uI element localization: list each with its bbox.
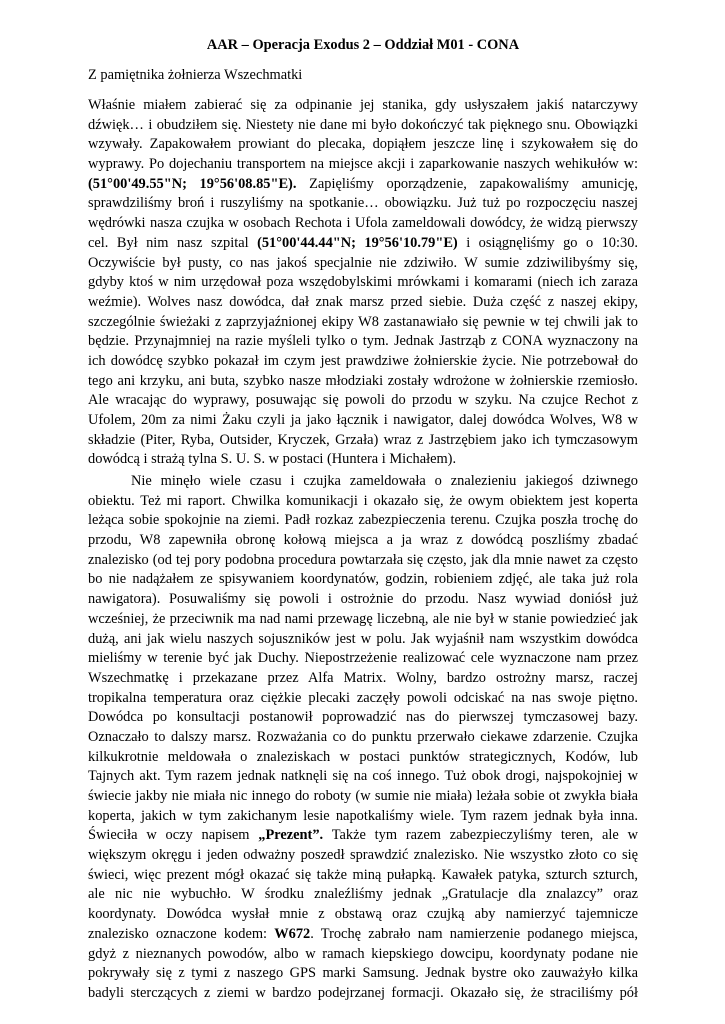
text-segment: Także tym razem zabezpieczyliśmy teren, ale w bbox=[323, 827, 638, 844]
text-line: większym okręgu i jeden odważny poszedł sprawdzić znalezisko. Nie wszystko złoto co się bbox=[88, 847, 638, 864]
text-segment: Zapięliśmy oporządzenie, zapakowaliśmy amunicję, bbox=[296, 175, 638, 192]
text-line: nawigatora). Posuwaliśmy się powoli i ostrożnie do przodu. Nasz wywiad doniósł już bbox=[88, 591, 638, 608]
text-line bbox=[88, 234, 638, 254]
text-line: wcześniej, że przeciwnik ma nad nami przewagę liczebną, ale nie był w stanie powiedzieć jak bbox=[88, 610, 638, 627]
text-line: Wszechmatkę i przekazane przez Alfa Matrix. Wolny, bardzo ostrożny marsz, raczej bbox=[88, 669, 638, 686]
text-line: Tajnych akt. Tym razem jednak natknęli się na coś innego. Tuż obok drogi, najspokojniej w bbox=[88, 768, 638, 785]
text-line: dźwięk… i obudziłem się. Niestety nie dane mi było dokończyć tak pięknego snu. Obowiązki bbox=[88, 116, 638, 133]
text-line: mieliśmy w terenie być jak Duchy. Niepostrzeżenie realizować cele wyznaczone nam przez bbox=[88, 650, 638, 667]
text-segment: i osiągnęliśmy go o 10:30. bbox=[457, 234, 638, 251]
text-line: świecie jakby nie miała nic innego do roboty (w sumie nie miała) leżała sobie ot zwykła biała bbox=[88, 788, 638, 804]
text-line bbox=[88, 925, 638, 945]
text-line: ale nic nie wybuchło. W środku znaleźliśmy jednak „Gratulacje dla znalazcy” oraz bbox=[88, 886, 638, 903]
text-line: dużą, ani jak wielu naszych sojuszników jest w polu. Jak wyjaśnił nam wszystkim dowódca bbox=[88, 630, 638, 647]
text-line: znalezisko (od tej pory podobna procedura powtarzała się często, jak dla mnie nawet za często bbox=[88, 551, 638, 568]
text-line: wzywały. Zapakowałem prowiant do plecaka, dopiąłem jeszcze linę i szykowałem się do bbox=[88, 136, 638, 153]
text-segment: znalezisko oznaczone kodem: bbox=[88, 925, 275, 942]
text-line: Ale wracając do wyprawy, posuwając się powoli do przodu w szyku. Na czujce Rechot z bbox=[88, 392, 638, 409]
text-line: tropikalna temperatura oraz ciężkie plecaki zaczęły powoli odciskać na nas swoje piętno. bbox=[88, 689, 638, 706]
cache-code: W672 bbox=[274, 925, 311, 942]
text-line: pokrywały się z tymi z naszego GPS marki Samsung. Jednak bystre oko zauważyło kilka bbox=[88, 965, 638, 982]
text-line: leżąca sobie spokojnie na ziemi. Padł rozkaz zabezpieczenia terenu. Czujka poszła trochę do bbox=[88, 512, 638, 529]
prezent-label: „Prezent”. bbox=[258, 827, 324, 844]
text-line bbox=[88, 175, 638, 195]
text-line: świeci, więc prezent mógł okazać się także miną pułapką. Kawałek patyka, szturch szturch, bbox=[88, 866, 638, 883]
text-line: Oczywiście był pusty, co nas jakoś specjalnie nie zdziwiło. W sumie zdziwilibyśmy się, bbox=[88, 254, 638, 271]
document-subtitle: Z pamiętnika żołnierza Wszechmatki bbox=[88, 67, 303, 83]
paragraph-2 bbox=[88, 472, 638, 1004]
text-line: kilkukrotnie meldowała o znaleziskach w postaci punktów strategicznych, Kodów, lub bbox=[88, 748, 638, 765]
text-line: szczególnie świeżaki z zaprzyjaźnionej ekipy W8 zastanawiało się pewnie w tej chwili jak to bbox=[88, 313, 638, 330]
text-line: będzie. Przynajmniej na razie myśleli tylko o tym. Jednak Jastrząb z CONA wyznaczony na bbox=[88, 333, 638, 350]
text-line: obiektu. Też mi raport. Chwilka komunikacji i okazało się, że owym obiektem jest koperta bbox=[88, 492, 638, 509]
text-line: koperta, jakich w tym zakichanym lesie napotkaliśmy wiele. Tym razem jednak była inna. bbox=[88, 807, 638, 824]
text-line: Właśnie miałem zabierać się za odpinanie jej stanika, gdy usłyszałem jakiś natarczywy bbox=[88, 97, 638, 113]
hospital-coordinates: (51°00'44.44"N; 19°56'10.79"E) bbox=[257, 234, 458, 251]
text-line: wyprawy. Po dojechaniu transportem na miejsce akcji i zaparkowanie naszych wehikułów w: bbox=[88, 156, 638, 173]
text-line: gdyby ktoś w nim urzędował poza wszędobylskimi mrówkami i komarami (niech ich zaraza bbox=[88, 274, 638, 291]
text-segment: . Trochę zabrało nam namierzenie podanego miejsca, bbox=[310, 925, 638, 942]
text-line: składzie (Piter, Ryba, Outsider, Kryczek, Grzała) wraz z Jastrzębiem jako ich tymczasowym bbox=[88, 431, 638, 448]
text-line: weźmie). Wolves nasz dowódca, dał znak marsz przed siebie. Duża część z naszej ekipy, bbox=[88, 293, 638, 310]
text-line: dowódcą i strażą tylna S. U. S. w postaci (Huntera i Michałem). bbox=[88, 451, 457, 468]
text-segment: cel. Był nim nasz szpital bbox=[88, 234, 258, 251]
paragraph-1 bbox=[88, 96, 638, 470]
text-line: tego ani krzyku, ani buta, szybko nasze młodziaki zostały wdrożone w żołnierskie rzemiosło. bbox=[88, 372, 638, 389]
text-segment: Świeciła w oczy napisem bbox=[88, 827, 259, 844]
text-line: badyli sterczących z ziemi w bardzo podejrzanej formacji. Okazało się, że straciliśmy pół bbox=[88, 984, 638, 1001]
document-title: AAR – Operacja Exodus 2 – Oddział M01 - CONA bbox=[206, 37, 520, 53]
text-line: sprawdziliśmy broń i ruszyliśmy na spotkanie… obowiązku. Już tuż po rozpoczęciu naszej bbox=[88, 195, 638, 212]
text-line: Dowódca po konsultacji postanowił poprowadzić nas do pierwszej tymczasowej bazy. bbox=[88, 709, 638, 726]
text-line: Oznaczało to dalszy marsz. Rozważania co do punktu przerwało ciekawe zdarzenie. Czujka bbox=[88, 728, 638, 745]
text-line: gdyż z nieznanych powodów, albo w ramach kiepskiego dowcipu, koordynaty podane nie bbox=[88, 945, 638, 962]
text-line: bo nie nadążałem ze spisywaniem koordynatów, godzin, robieniem zdjęć, ale taka już rola bbox=[88, 571, 638, 588]
text-line: koordynaty. Dowódca wysłał mnie z obstawą oraz czujką aby namierzyć tajemnicze bbox=[88, 906, 638, 923]
text-line: ich dowódcę szybko pokazał im czym jest prawdziwe żołnierskie życie. Nie potrzebował do bbox=[88, 352, 638, 369]
text-line: Nie minęło wiele czasu i czujka zameldowała o znalezieniu jakiegoś dziwnego bbox=[131, 473, 638, 489]
text-line: Ufolem, 20m za nimi Żaku czyli ja jako łącznik i nawigator, dalej dowódca Wolves, W8 w bbox=[88, 412, 638, 428]
parking-coordinates: (51°00'49.55"N; 19°56'08.85"E). bbox=[88, 175, 297, 192]
text-line bbox=[88, 826, 638, 846]
text-line: wędrówki nasza czujka w osobach Rechota i Ufola zameldowali dowódcy, że widzą pierwszy bbox=[88, 215, 638, 232]
text-line: przodu, W8 zapewniła obronę kołową miejsca a ja wraz z dowódcą poszliśmy zbadać bbox=[88, 532, 638, 549]
